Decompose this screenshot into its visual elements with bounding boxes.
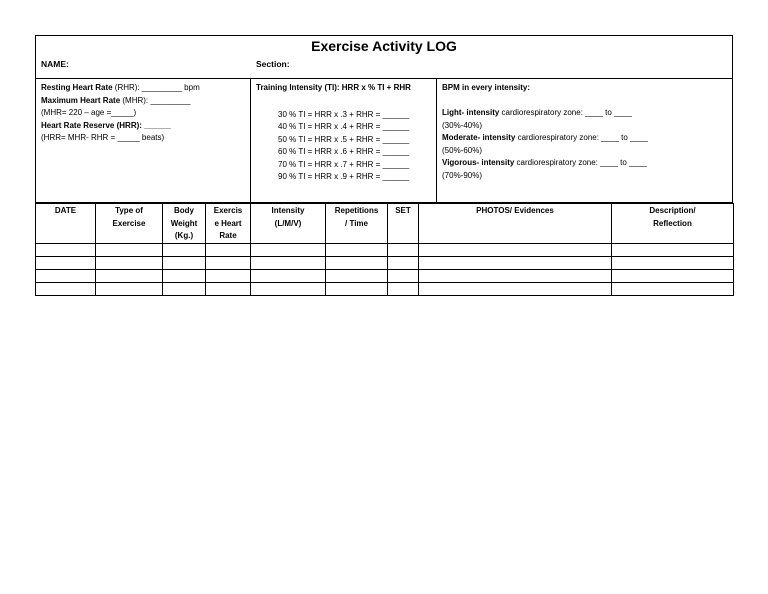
training-row: 90 % TI = HRR x .9 + RHR = ______ (278, 172, 410, 181)
training-list (256, 109, 431, 184)
col-photos: PHOTOS/ Evidences (419, 204, 612, 244)
vigorous-range: (70%-90%) (442, 170, 483, 180)
hrr-line: Heart Rate Reserve (HRR): ______ (41, 120, 171, 130)
light-zone: Light- intensity cardiorespiratory zone: ____ to ____ (442, 108, 632, 117)
exercise-log-sheet (35, 35, 733, 296)
col-exercise-heart-rate: Exercis e Heart Rate (206, 204, 251, 244)
bpm-column (437, 79, 732, 202)
col-intensity: Intensity (L/M/V) (251, 204, 326, 244)
training-row: 30 % TI = HRR x .3 + RHR = ______ (278, 109, 410, 119)
table-row[interactable] (36, 283, 734, 296)
vigorous-zone: Vigorous- intensity cardiorespiratory zone: ____ to ____ (442, 158, 647, 167)
log-header (35, 35, 733, 79)
col-description: Description/ Reflection (612, 204, 734, 244)
section-label: Section: (256, 59, 290, 69)
rhr-line: Resting Heart Rate (RHR): _________ bpm (41, 83, 200, 92)
col-date: DATE (36, 204, 96, 244)
mhr-line: Maximum Heart Rate (MHR): _________ (41, 95, 191, 105)
moderate-zone: Moderate- intensity cardiorespiratory zone: ____ to ____ (442, 133, 648, 142)
heart-rate-column (36, 79, 251, 202)
col-set: SET (388, 204, 419, 244)
mhr-formula: (MHR= 220 – age =_____) (41, 108, 137, 117)
col-type: Type of Exercise (96, 204, 163, 244)
page-title: Exercise Activity LOG (311, 38, 457, 54)
hrr-formula: (HRR= MHR- RHR = _____ beats) (41, 133, 165, 142)
training-intensity-column (251, 79, 437, 202)
training-row: 60 % TI = HRR x .6 + RHR = ______ (278, 147, 410, 156)
log-table (35, 203, 734, 296)
table-row[interactable] (36, 244, 734, 257)
col-body-weight: Body Weight (Kg.) (163, 204, 206, 244)
moderate-range: (50%-60%) (442, 145, 483, 155)
light-range: (30%-40%) (442, 120, 483, 130)
training-row: 40 % TI = HRR x .4 + RHR = ______ (278, 122, 410, 131)
training-row: 70 % TI = HRR x .7 + RHR = ______ (278, 159, 410, 169)
name-label: NAME: (41, 59, 69, 69)
table-row[interactable] (36, 257, 734, 270)
table-header-row (36, 204, 734, 244)
col-repetitions: Repetitions / Time (326, 204, 388, 244)
training-heading: Training Intensity (TI): HRR x % TI + RHR (256, 83, 411, 92)
bpm-heading: BPM in every intensity: (442, 83, 531, 92)
table-row[interactable] (36, 270, 734, 283)
info-section (35, 79, 733, 203)
training-row: 50 % TI = HRR x .5 + RHR = ______ (278, 134, 410, 144)
